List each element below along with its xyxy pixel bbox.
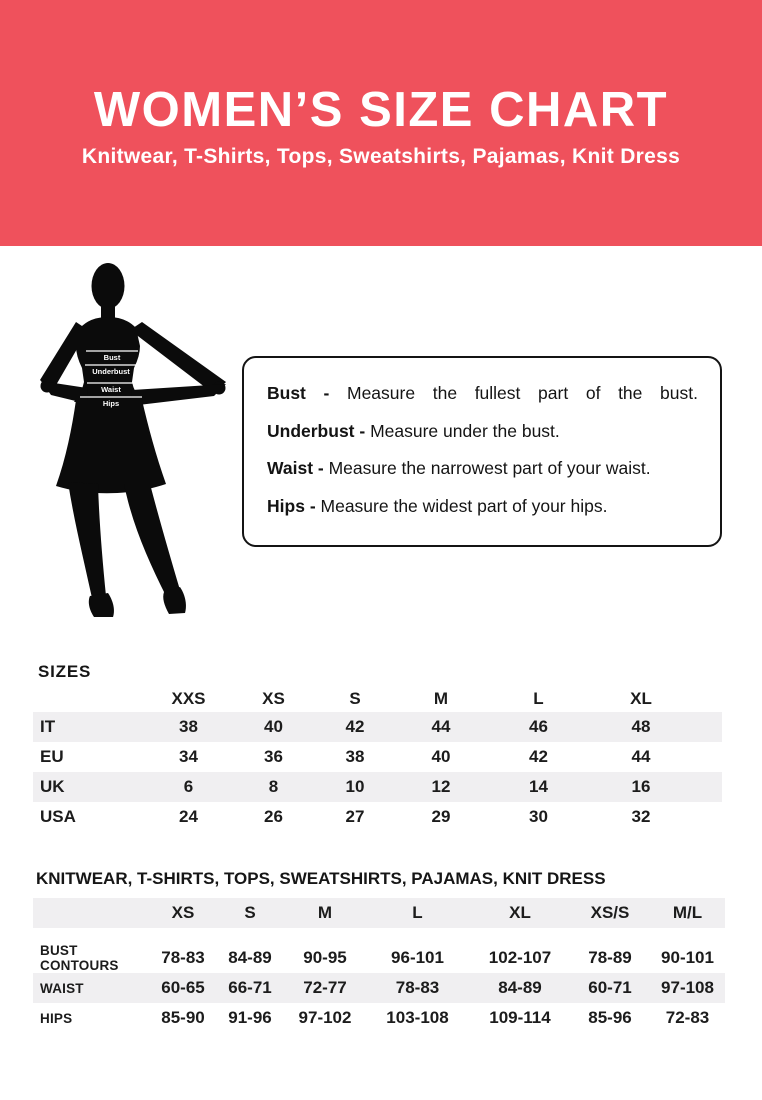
- table-cell: 32: [631, 807, 651, 826]
- definition-desc: Measure under the bust.: [370, 420, 560, 441]
- definition-dash: -: [309, 495, 316, 516]
- row-label: HIPS: [40, 1010, 73, 1026]
- definition-term: Hips: [267, 495, 305, 516]
- row-label: USA: [40, 807, 76, 826]
- column-header: M: [317, 903, 333, 922]
- table-cell: 34: [179, 747, 198, 766]
- row-label: IT: [40, 717, 56, 736]
- table-header-row: [33, 686, 722, 712]
- column-header: XL: [630, 689, 652, 708]
- table-cell: 97-108: [661, 978, 714, 997]
- table-cell: 8: [268, 777, 279, 796]
- row-label: EU: [40, 747, 64, 766]
- right-arm-shape: [130, 322, 226, 394]
- table-cell: 78-83: [161, 948, 205, 967]
- table-cell: 78-89: [588, 948, 632, 967]
- table-cell: 40: [431, 747, 451, 766]
- table-header-row: [33, 898, 725, 928]
- column-header: M: [433, 689, 449, 708]
- column-header: M/L: [672, 903, 703, 922]
- table-cell: 90-101: [661, 948, 714, 967]
- table-cell: 72-83: [665, 1008, 710, 1027]
- table-cell: 91-96: [228, 1008, 272, 1027]
- page-title: WOMEN’S SIZE CHART: [93, 83, 669, 137]
- woman-silhouette-icon: [30, 256, 242, 628]
- column-header: L: [533, 689, 544, 708]
- definition-dash: -: [323, 383, 330, 403]
- definition-term: Bust: [267, 383, 306, 403]
- table-cell: 96-101: [391, 948, 444, 967]
- table-cell: 78-83: [395, 978, 440, 997]
- column-header: XL: [509, 903, 531, 922]
- table-cell: 10: [345, 777, 365, 796]
- figure-silhouette: [30, 256, 242, 628]
- table-row: [33, 802, 722, 832]
- column-header: S: [349, 689, 361, 708]
- definition-underbust: [267, 422, 698, 440]
- table-row: [33, 742, 722, 772]
- table-cell: 38: [179, 717, 198, 736]
- definition-desc: Measure the widest part of your hips.: [320, 495, 608, 516]
- table-cell: 12: [431, 777, 451, 796]
- left-leg-shape: [68, 482, 106, 598]
- table-cell: 72-77: [303, 978, 347, 997]
- definition-bust: [267, 384, 698, 402]
- table-row: [33, 1003, 725, 1033]
- right-leg-shape: [124, 484, 180, 596]
- table-cell: 14: [529, 777, 548, 796]
- row-label: WAIST: [40, 980, 84, 996]
- row-label: BUST CONTOURS: [40, 943, 119, 973]
- underbust-label: Underbust: [92, 367, 130, 376]
- table-cell: 103-108: [386, 1008, 449, 1027]
- column-header: XS/S: [590, 903, 630, 922]
- definition-hips: [267, 497, 698, 515]
- table-cell: 16: [631, 777, 651, 796]
- table-cell: 84-89: [498, 978, 542, 997]
- table-cell: 66-71: [228, 978, 272, 997]
- table-cell: 42: [529, 747, 548, 766]
- definition-desc: Measure the fullest part of the bust.: [347, 383, 698, 403]
- table-cell: 27: [345, 807, 365, 826]
- table-cell: 84-89: [228, 948, 272, 967]
- table-cell: 40: [264, 717, 283, 736]
- table-cell: 85-90: [161, 1008, 205, 1027]
- table-cell: 38: [345, 747, 365, 766]
- header-banner: [0, 0, 762, 246]
- table-cell: 90-95: [303, 948, 347, 967]
- table-cell: 102-107: [488, 948, 552, 967]
- left-shoe-shape: [89, 593, 114, 617]
- table-cell: 30: [529, 807, 548, 826]
- bust-label: Bust: [103, 353, 121, 362]
- table-cell: 44: [431, 717, 451, 736]
- table-cell: 46: [529, 717, 548, 736]
- table-cell: 60-65: [161, 978, 205, 997]
- definition-dash: -: [317, 458, 324, 478]
- table-cell: 29: [431, 807, 451, 826]
- waist-label: Waist: [101, 385, 121, 394]
- skirt-shape: [56, 400, 166, 493]
- table-cell: 42: [345, 717, 365, 736]
- table-cell: 26: [264, 807, 283, 826]
- column-header: XS: [171, 903, 195, 922]
- table-row: [33, 712, 722, 742]
- table-cell: 48: [631, 717, 651, 736]
- definitions-box: [242, 356, 722, 547]
- table-cell: 97-102: [298, 1008, 352, 1027]
- garment-table-heading: KNITWEAR, T-SHIRTS, TOPS, SWEATSHIRTS, PAJAMAS, KNIT DRESS: [36, 869, 606, 888]
- definition-dash: -: [359, 420, 366, 441]
- garment-table: [33, 898, 725, 1033]
- table-cell: 44: [631, 747, 651, 766]
- table-cell: 60-71: [588, 978, 632, 997]
- column-header: L: [412, 903, 423, 922]
- page-subtitle: Knitwear, T-Shirts, Tops, Sweatshirts, Pajamas, Knit Dress: [81, 145, 681, 168]
- sizes-table: [33, 686, 722, 832]
- table-cell: 109-114: [489, 1008, 551, 1027]
- table-cell: 85-96: [588, 1008, 632, 1027]
- column-header: S: [244, 903, 256, 922]
- table-cell: 6: [183, 777, 194, 796]
- definition-term: Underbust: [267, 420, 355, 441]
- hips-label: Hips: [102, 399, 120, 408]
- definition-waist: [267, 459, 698, 477]
- column-header: XXS: [171, 689, 206, 708]
- table-row: [33, 772, 722, 802]
- row-label: UK: [40, 777, 65, 796]
- definition-term: Waist: [267, 458, 314, 478]
- sizes-heading: SIZES: [38, 662, 92, 681]
- definition-desc: Measure the narrowest part of your waist.: [328, 458, 651, 478]
- table-cell: 36: [264, 747, 283, 766]
- table-row: [33, 973, 725, 1003]
- table-cell: 24: [179, 807, 198, 826]
- table-row: [33, 943, 725, 973]
- column-header: XS: [262, 689, 285, 708]
